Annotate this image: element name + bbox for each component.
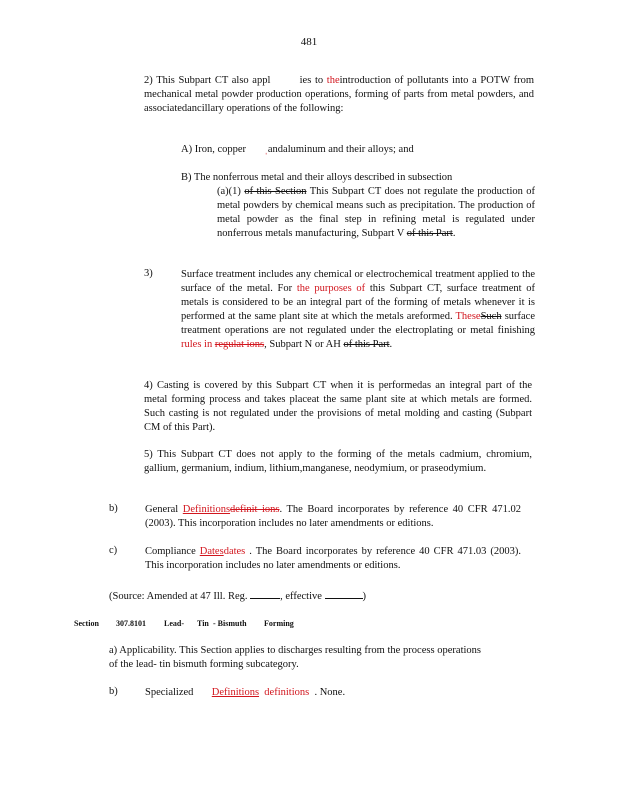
effective-blank [325,588,363,599]
item-b-tail-end: . [452,228,456,239]
item-b-tail-struck: of this Part [406,228,453,239]
paraB-label: b) [109,503,118,514]
section-word-forming: Forming [264,619,294,628]
specialized-definitions [145,686,445,700]
item-b-ref: (a)(1) [217,186,241,197]
section-label: Section [74,619,99,628]
paraB-struck-definitions: definit ions [230,504,280,515]
item-b-body [217,185,535,241]
item-a-post: andaluminum and their alloys; and [267,144,414,155]
specialized-pre: Specialized [145,687,194,698]
item-b-line1: B) The nonferrous metal and their alloys described in subsection [181,172,453,183]
paraC-old-dates: dates [223,546,246,557]
para3-struck-regulations: regulat ions [214,339,265,350]
paragraph-b [145,503,521,531]
specialized-inserted-definitions: Definitions [211,687,260,698]
para2-inserted-the: the [326,75,340,86]
para3-inserted-these: These [455,311,481,322]
item-a [181,143,481,157]
specialized-label: b) [109,686,118,697]
paraC-label: c) [109,545,118,556]
page-number: 481 [300,36,318,48]
paragraph-3 [181,268,535,352]
paraB-inserted-definitions: Definitions [182,504,231,515]
paraC-post: . The Board incorporates by reference 40 CFR 471.03 (2003). This incorporation includes no later amendments or editions. [145,546,522,571]
para2-gap: ies to [299,75,324,86]
para3-part3: surface treatment operations are not regulated under the electroplating or metal finishing [181,311,535,336]
para3-label: 3) [144,268,153,279]
para2-label: 2) This Subpart CT also appl [144,75,271,86]
applicability [109,644,481,672]
paraB-post: . The Board incorporates by reference 40 CFR 471.02 (2003). This incorporation includes no later amendments or editions. [145,504,522,529]
reg-blank [250,588,280,599]
para3-struck-such: Such [480,311,502,322]
paragraph-4 [144,379,532,435]
item-b-heading [181,171,511,185]
para3-end: . [389,339,393,350]
para2-body: introduction of pollutants into a POTW from mechanical metal powder production operations, forming of parts from metal powders, and associatedancillary operations of the following: [144,75,535,114]
specialized-post: . None. [314,687,346,698]
paragraph-c [145,545,521,573]
paragraph-5 [144,448,532,476]
para3-part4: , Subpart N or AH [264,339,341,350]
section-number: 307.8101 [116,619,146,628]
section-word-tin: Tin [197,619,209,628]
paragraph-2 [144,74,534,116]
para3-inserted-purposes: the purposes of [296,283,366,294]
source-mid: , effective [280,591,322,602]
applicability-text: a) Applicability. This Section applies to discharges resulting from the process operations of the lead- tin bismuth forming subcategory. [109,645,481,670]
para3-part1: Surface treatment includes any chemical or electrochemical treatment applied to the surface of the metal. For [181,269,535,294]
source-note [109,588,429,604]
para3-inserted-rules-in: rules in [181,339,213,350]
paraB-pre: General [145,504,179,515]
paraC-pre: Compliance [145,546,196,557]
section-word-lead: Lead- [164,619,184,628]
source-pre: (Source: Amended at 47 Ill. Reg. [109,591,248,602]
para3-part2: this Subpart CT, surface treatment of metals is considered to be an integral part of the forming of metals whenever it is performed at the same plant site at which the metals areformed. [181,283,536,322]
item-b-ref-struck: of this Section [244,186,307,197]
para4-text: 4) Casting is covered by this Subpart CT when it is performedas an integral part of the metal forming process and takes placeat the same plant site at which metals are formed. Such casting is not regulated under the provisions of metal molding and casting (Subpart CM of this Part). [144,380,532,433]
source-end: ) [362,591,367,602]
specialized-old-definitions: definitions [264,687,310,698]
item-b-text: This Subpart CT does not regulate the production of metal powders by chemical means such as precipitation. The production of metal powder as the final step in refining metal is regulated under nonferrous metals manufacturing, Subpart V [217,186,536,239]
section-word-bismuth: - Bismuth [213,619,247,628]
para5-text: 5) This Subpart CT does not apply to the forming of the metals cadmium, chromium, gallium, germanium, indium, lithium,manganese, neodymium, or praseodymium. [144,449,532,474]
paraC-inserted-dates: Dates [199,546,224,557]
item-a-pre: A) Iron, copper [181,144,247,155]
item-a-insert-mark: ˌ [264,144,268,155]
para3-struck-of-this-part: of this Part [343,339,390,350]
